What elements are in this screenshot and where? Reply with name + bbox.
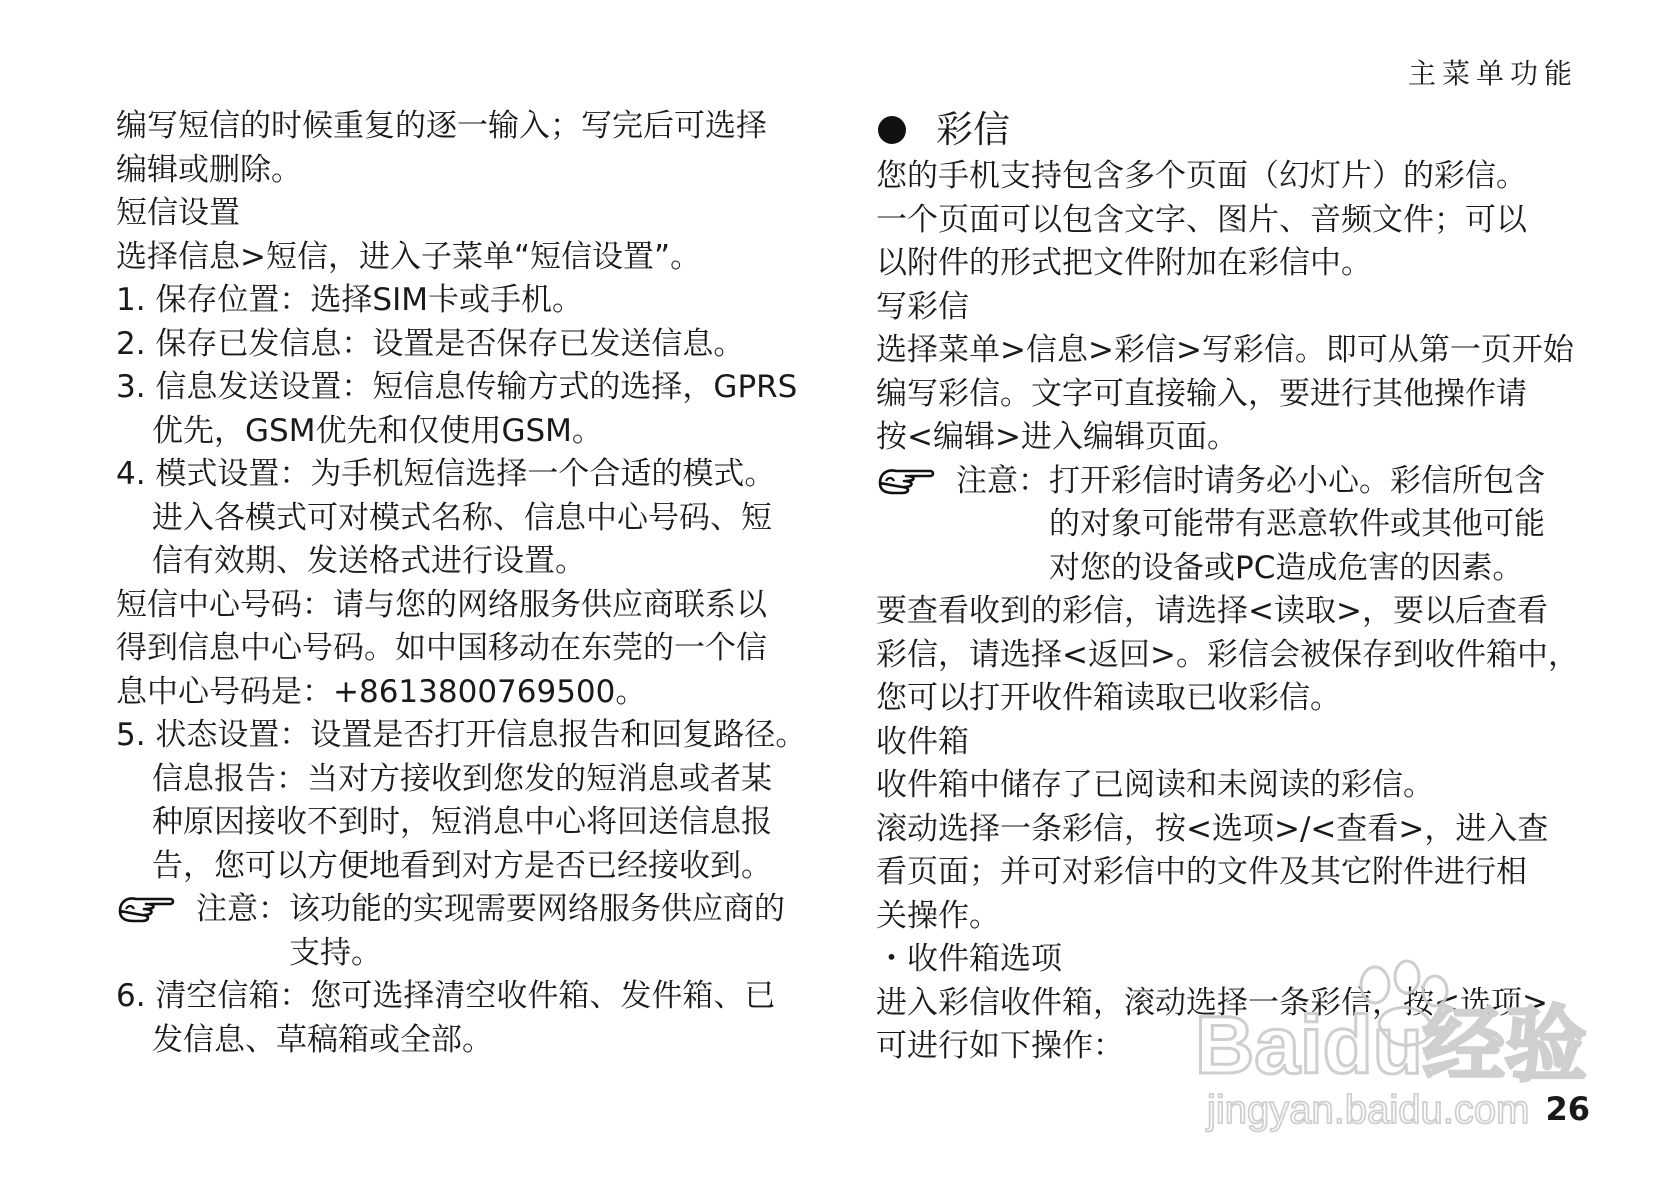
body-line: 短信中心号码：请与您的网络服务供应商联系以 [116, 586, 767, 623]
body-line: 看页面；并可对彩信中的文件及其它附件进行相 [876, 854, 1527, 890]
subheading-inbox-options: ・收件箱选项 [876, 941, 1062, 977]
list-item-4-cont: 进入各模式可对模式名称、信息中心号码、短 [152, 499, 772, 536]
running-header: 主菜单功能 [1407, 57, 1578, 90]
body-line: 息中心号码是：+8613800769500。 [116, 673, 647, 710]
page-number: 26 [1545, 1090, 1590, 1128]
note-line: 该功能的实现需要网络服务供应商的 [289, 891, 785, 927]
note-text [289, 888, 785, 975]
note-line: 的对象可能带有恶意软件或其他可能 [1049, 506, 1545, 542]
body-line: 进入彩信收件箱，滚动选择一条彩信，按<选项> [876, 984, 1548, 1021]
list-item-6-cont: 发信息、草稿箱或全部。 [152, 1021, 493, 1058]
body-line: 选择信息>短信，进入子菜单“短信设置”。 [116, 238, 702, 275]
list-item-5-cont: 种原因接收不到时，短消息中心将回送信息报 [152, 804, 772, 840]
body-line: 关操作。 [876, 897, 1000, 934]
body-line: 按<编辑>进入编辑页面。 [876, 419, 1238, 455]
body-line: 编写短信的时候重复的逐一输入；写完后可选择 [116, 108, 767, 144]
list-item-3-cont: 优先，GSM优先和仅使用GSM。 [152, 412, 603, 449]
body-line: 彩信，请选择<返回>。彩信会被保存到收件箱中， [876, 636, 1579, 673]
subheading-write-mms: 写彩信 [876, 288, 969, 325]
watermark-url: jingyan.baidu.com [1207, 1088, 1530, 1132]
list-item-5-cont: 信息报告：当对方接收到您发的短消息或者某 [152, 760, 772, 797]
left-column [116, 105, 836, 1062]
note-line: 打开彩信时请务必小心。彩信所包含 [1049, 462, 1545, 499]
list-item-3: 3. 信息发送设置：短信息传输方式的选择，GPRS [116, 369, 798, 405]
note-text [1049, 460, 1545, 591]
list-item-2: 2. 保存已发信息：设置是否保存已发送信息。 [116, 325, 745, 362]
pointing-hand-icon [876, 463, 938, 503]
note-block [876, 460, 1596, 591]
body-line: 编辑或删除。 [116, 151, 302, 188]
subheading-inbox: 收件箱 [876, 723, 969, 760]
body-line: 选择菜单>信息>彩信>写彩信。即可从第一页开始 [876, 332, 1574, 368]
body-line: 要查看收到的彩信，请选择<读取>，要以后查看 [876, 593, 1548, 629]
list-item-5: 5. 状态设置：设置是否打开信息报告和回复路径。 [116, 717, 807, 753]
pointing-hand-icon [116, 891, 178, 931]
list-item-1: 1. 保存位置：选择SIM卡或手机。 [116, 282, 583, 318]
bullet-icon [878, 116, 906, 144]
right-column [876, 105, 1596, 1069]
subheading-sms-settings: 短信设置 [116, 195, 240, 231]
watermark-brand: Baidu经验 [1195, 1000, 1587, 1091]
body-line: 您可以打开收件箱读取已收彩信。 [876, 680, 1341, 716]
body-line: 编写彩信。文字可直接输入，要进行其他操作请 [876, 375, 1527, 412]
body-line: 得到信息中心号码。如中国移动在东莞的一个信 [116, 630, 767, 666]
body-line: 您的手机支持包含多个页面（幻灯片）的彩信。 [876, 158, 1527, 194]
note-block [116, 888, 836, 975]
section-heading [876, 105, 1596, 155]
list-item-5-cont: 告，您可以方便地看到对方是否已经接收到。 [152, 847, 772, 884]
list-item-4-cont: 信有效期、发送格式进行设置。 [152, 543, 586, 579]
list-item-6: 6. 清空信箱：您可选择清空收件箱、发件箱、已 [116, 978, 776, 1014]
note-line: 对您的设备或PC造成危害的因素。 [1049, 549, 1524, 586]
body-line: 收件箱中储存了已阅读和未阅读的彩信。 [876, 767, 1434, 803]
note-label: 注意： [196, 891, 289, 927]
body-line: 滚动选择一条彩信，按<选项>/<查看>，进入查 [876, 810, 1549, 847]
note-label: 注意： [956, 462, 1049, 499]
body-line: 可进行如下操作： [876, 1028, 1124, 1064]
body-line: 一个页面可以包含文字、图片、音频文件；可以 [876, 201, 1527, 238]
section-title: 彩信 [936, 108, 1010, 151]
note-line: 支持。 [289, 934, 382, 971]
body-line: 以附件的形式把文件附加在彩信中。 [876, 245, 1372, 281]
list-item-4: 4. 模式设置：为手机短信选择一个合适的模式。 [116, 456, 776, 492]
